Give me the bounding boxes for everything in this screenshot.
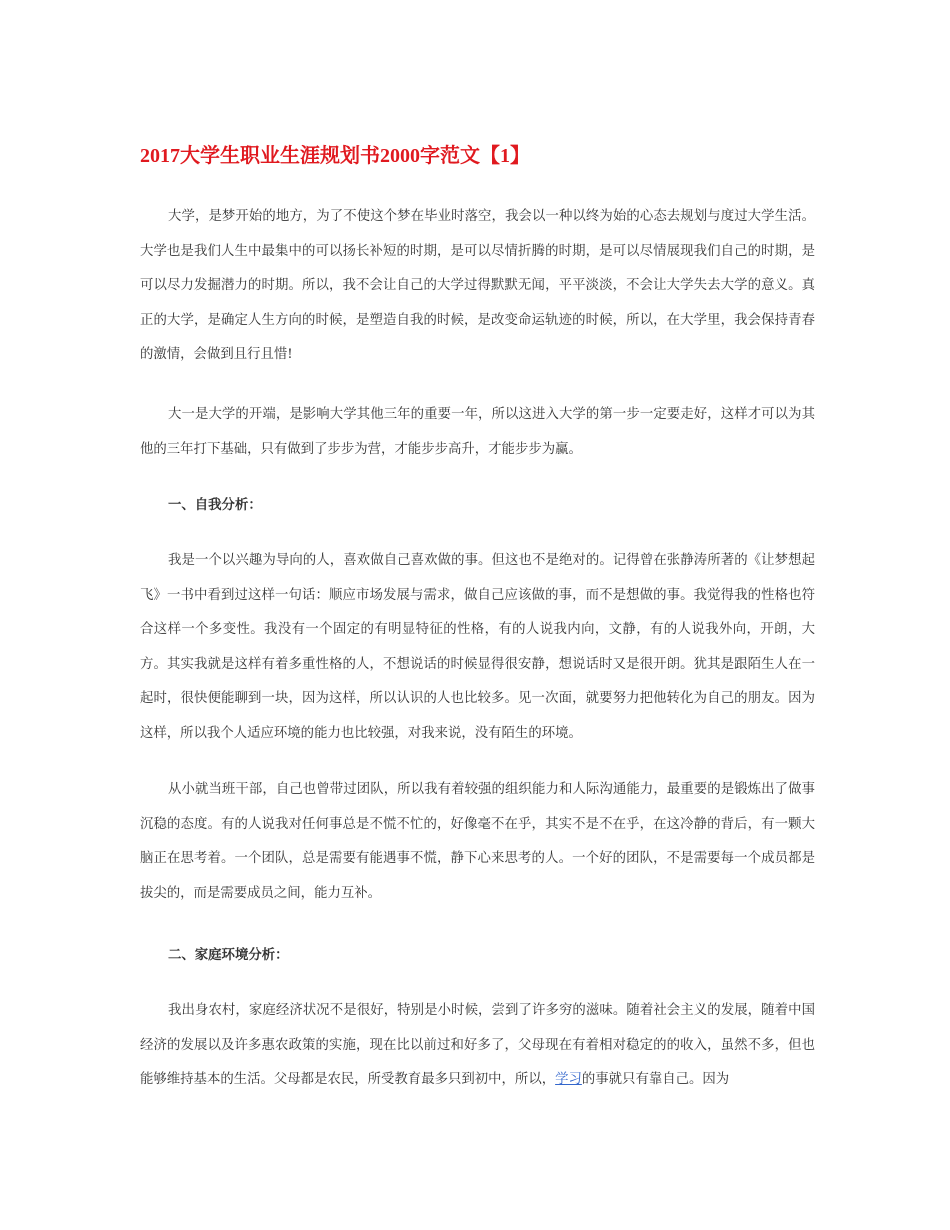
section-1-paragraph-2: 从小就当班干部，自己也曾带过团队，所以我有着较强的组织能力和人际沟通能力，最重要的是锻炼出了做事沉稳的态度。有的人说我对任何事总是不慌不忙的，好像毫不在乎，其实不是不在乎，在这冷静的背后，有一颗大脑正在思考着。一个团队，总是需要有能遇事不慌，静下心来思考的人。一个好的团队，不是需要每一个成员都是拔尖的，而是需要成员之间，能力互补。	[140, 782, 815, 901]
section-2-text-after-link: 的事就只有靠自己。因为	[581, 1072, 730, 1088]
document-title: 2017大学生职业生涯规划书2000字范文【1】	[140, 145, 530, 167]
intro-paragraph-1: 大学，是梦开始的地方，为了不使这个梦在毕业时落空，我会以一种以终为始的心态去规划与度过大学生活。大学也是我们人生中最集中的可以扬长补短的时期，是可以尽情折腾的时期，是可以尽情展现我们自己的时期，是可以尽力发掘潜力的时期。所以，我不会让自己的大学过得默默无闻，平平淡淡，不会让大学失去大学的意义。真正的大学，是确定人生方向的时候，是塑造自我的时候，是改变命运轨迹的时候，所以，在大学里，我会保持青春的激情，会做到且行且惜!	[140, 209, 815, 363]
section-2-paragraph	[140, 994, 815, 1098]
section-2-text-before-link: 我出身农村，家庭经济状况不是很好，特别是小时候，尝到了许多穷的滋味。随着社会主义的发展，随着中国经济的发展以及许多惠农政策的实施，现在比以前过和好多了，父母现在有着相对稳定的的收入，虽然不多，但也能够维持基本的生活。父母都是农民，所受教育最多只到初中，所以，	[140, 1003, 815, 1088]
section-2-heading: 二、家庭环境分析：	[168, 947, 289, 963]
section-1-heading: 一、自我分析：	[168, 497, 262, 513]
section-1-paragraph-1: 我是一个以兴趣为导向的人，喜欢做自己喜欢做的事。但这也不是绝对的。记得曾在张静涛所著的《让梦想起飞》一书中看到过这样一句话：顺应市场发展与需求，做自己应该做的事，而不是想做的事。我觉得我的性格也符合这样一个多变性。我没有一个固定的有明显特征的性格，有的人说我内向，文静，有的人说我外向，开朗，大方。其实我就是这样有着多重性格的人，不想说话的时候显得很安静，想说话时又是很开朗。犹其是跟陌生人在一起时，很快便能聊到一块，因为这样，所以认识的人也比较多。见一次面，就要努力把他转化为自己的朋友。因为这样，所以我个人适应环境的能力也比较强，对我来说，没有陌生的环境。	[140, 553, 815, 741]
study-link[interactable]: 学习	[555, 1072, 582, 1088]
intro-paragraph-2: 大一是大学的开端，是影响大学其他三年的重要一年，所以这进入大学的第一步一定要走好，这样才可以为其他的三年打下基础，只有做到了步步为营，才能步步高升，才能步步为赢。	[140, 407, 815, 457]
